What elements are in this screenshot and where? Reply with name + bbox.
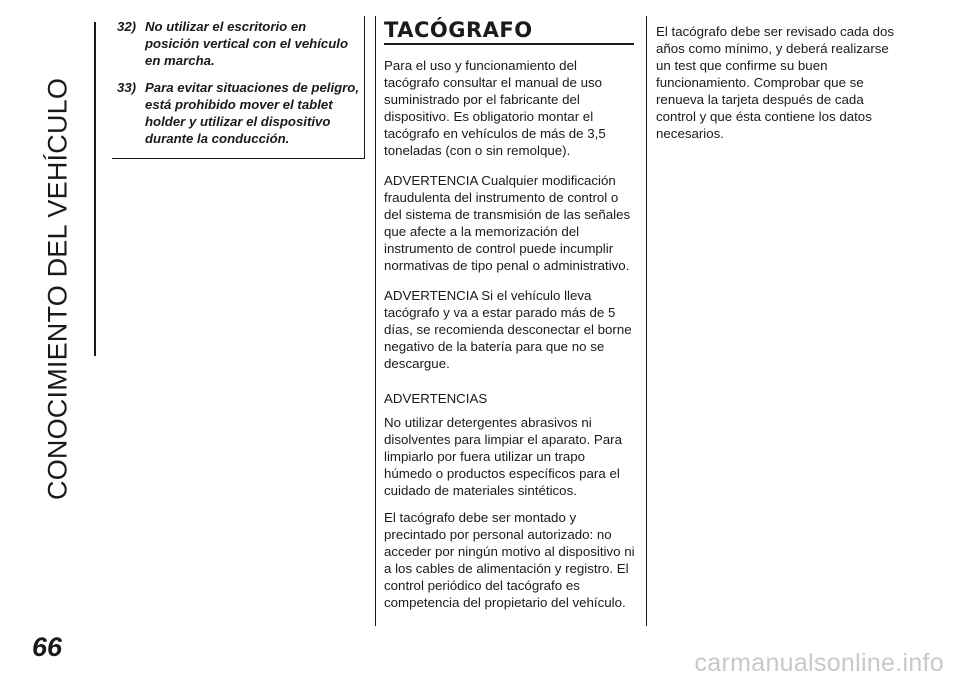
paragraph-warning-fraud: ADVERTENCIA Cualquier modificación fraudulenta del instrumento de control o del sistema de transmisión de las señales que afecte a la memorización del instrumento de control puede incumplir normativas de tipo penal o administrativo.: [384, 173, 631, 273]
paragraph-warning-battery: ADVERTENCIA Si el vehículo lleva tacógrafo y va a estar parado más de 5 días, se recomienda desconectar el borne negativo de la batería para que no se descargue.: [384, 288, 632, 371]
warning-text: Para evitar situaciones de peligro, está prohibido mover el tablet holder y utilizar el dispositivo durante la conducción.: [145, 80, 360, 146]
paragraph-installation: El tacógrafo debe ser montado y precintado por personal autorizado: no acceder por ningún motivo al dispositivo ni a los cables de alimentación y registro. El control periódico del tacógrafo es competencia del propietario del vehículo.: [384, 510, 635, 610]
title-underline: [384, 43, 634, 45]
warning-item-32: [117, 18, 362, 69]
page-number: 66: [32, 632, 63, 662]
side-divider: [94, 22, 96, 356]
warning-number: 33): [117, 80, 137, 95]
section-title: TACÓGRAFO: [384, 18, 533, 42]
paragraph-cleaning: No utilizar detergentes abrasivos ni disolventes para limpiar el aparato. Para limpiarlo por fuera utilizar un trapo húmedo o productos específicos para el cuidado de materiales sintéticos.: [384, 415, 622, 498]
column-divider: [646, 16, 647, 626]
warning-item-33: [117, 79, 362, 147]
column-divider: [375, 16, 376, 626]
section-side-label: CONOCIMIENTO DEL VEHÍCULO: [42, 77, 73, 500]
paragraph-intro: Para el uso y funcionamiento del tacógrafo consultar el manual de uso suministrado por el fabricante del dispositivo. Es obligatorio montar el tacógrafo en vehículos de más de 3,5 toneladas (con o sin remolque).: [384, 58, 606, 158]
paragraph-warnings-heading: ADVERTENCIAS: [384, 391, 488, 406]
paragraph-inspection: El tacógrafo debe ser revisado cada dos años como mínimo, y deberá realizarse un test que confirme su buen funcionamiento. Comprobar que se renueva la tarjeta después de cada control y que ésta contiene los datos necesarios.: [656, 24, 895, 141]
watermark: carmanualsonline.info: [694, 649, 944, 677]
warning-text: No utilizar el escritorio en posición vertical con el vehículo en marcha.: [145, 19, 349, 68]
warning-number: 32): [117, 19, 137, 34]
